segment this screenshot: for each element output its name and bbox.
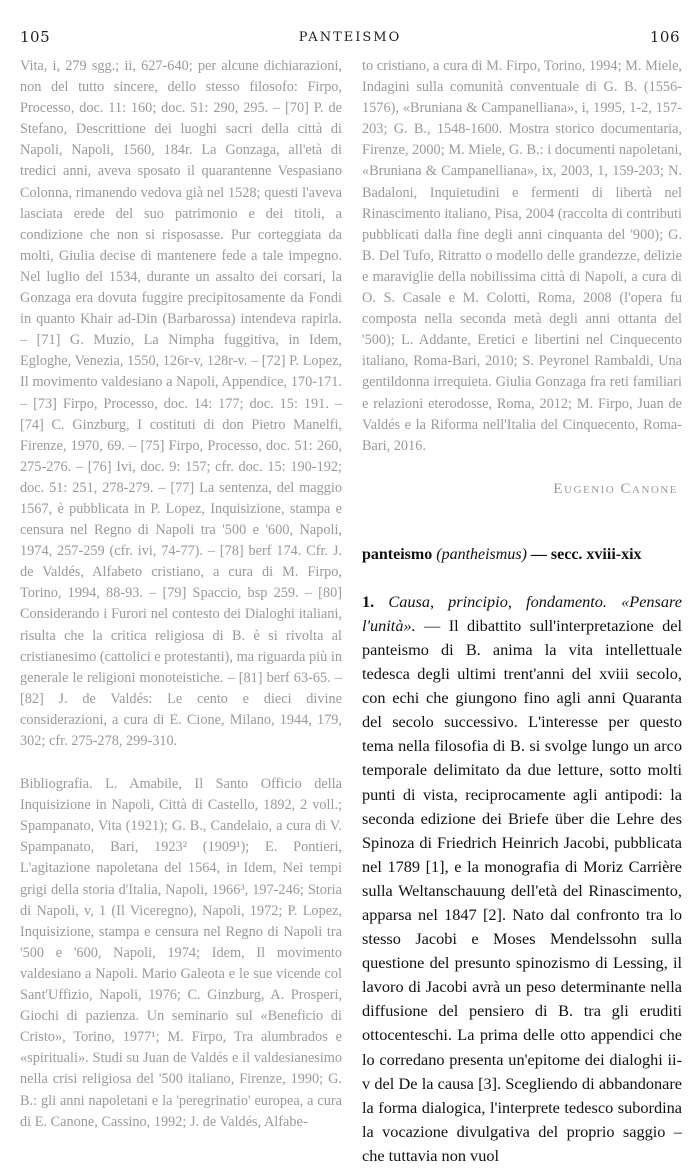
- entry-century: secc. xviii-xix: [550, 545, 642, 563]
- right-column: [362, 56, 682, 1168]
- footnotes: Vita, i, 279 sgg.; ii, 627-640; per alcune dichiarazioni, non del tutto sincere, dello stesso filosofo: Firpo, Processo, doc. 11: 160; doc. 51: 290, 295. – [70] P. de Stefano, Descrittione dei luoghi sacri della città di Napoli, Napoli, 1560, 184r. La Gonzaga, all'età di tredici anni, aveva sposato il quarantenne Vespasiano Colonna, rimanendo vedova già nel 1528; questi l'aveva lasciata erede del suo patrimonio e dei titoli, a condizione che non si risposasse. Pur corteggiata da molti, Giulia decise di mantenere fede a tale impegno. Nel luglio del 1534, durante un assalto dei corsari, la Gonzaga era dovuta fuggire precipitosamente da Fondi in quanto Khair ad-Din (Barbarossa) intendeva rapirla. – [71] G. Muzio, La Nimpha fuggitiva, in Idem, Egloghe, Venezia, 1550, 126r-v, 128r-v. – [72] P. Lopez, Il movimento valdesiano a Napoli, Appendice, 170-171. – [73] Firpo, Processo, doc. 14: 177; doc. 15: 191. – [74] C. Ginzburg, I costituti di don Pietro Manelfi, Firenze, 1970, 69. – [75] Firpo, Processo, doc. 51: 260, 275-276. – [76] Ivi, doc. 9: 157; cfr. doc. 15: 190-192; doc. 51: 251, 278-279. – [77] La sentenza, del maggio 1567, è pubblicata in P. Lopez, Inquisizione, stampa e censura nel Regno di Napoli tra '500 e '600, Napoli, 1974, 257-259 (cfr. ivi, 74-77). – [78] berf 174. Cfr. J. de Valdés, Alfabeto cristiano, a cura di M. Firpo, Torino, 1994, 88-93. – [79] Spaccio, bsp 259. – [80] Considerando i Furori nel contesto dei Dialoghi italiani, risulta che la critica religiosa di B. è si rivolta al cristianesimo (cattolici e protestanti), ma riguarda più in generale le religioni monoteistiche. – [81] berf 63-65. – [82] J. de Valdés: Le cento e dieci divine considerazioni, a cura di E. Cione, Milano, 1944, 179, 302; cfr. 275-278, 299-310.: [20, 58, 342, 749]
- entry-latin: (pantheismus): [436, 545, 527, 563]
- left-column: [20, 56, 342, 1133]
- bibliography: Bibliografia. L. Amabile, Il Santo Officio della Inquisizione in Napoli, Città di Castello, 1892, 2 voll.; Spampanato, Vita (1921); G. B., Candelaio, a cura di V. Spampanato, Bari, 1923² (1909¹); E. Pontieri, L'agitazione napoletana del 1564, in Idem, Nei tempi grigi della storia d'Italia, Napoli, 1966³, 197-246; Storia di Napoli, v, 1 (Il Viceregno), Napoli, 1972; P. Lopez, Inquisizione, stampa e censura nel Regno di Napoli tra '500 e '600, Napoli, 1974; Idem, Il movimento valdesiano a Napoli. Mario Galeota e le sue vicende col Sant'Uffizio, Napoli, 1976; C. Ginzburg, A. Prosperi, Giochi di pazienza. Un seminario sul «Beneficio di Cristo», Torino, 1977¹; M. Firpo, Tra alumbrados e «spirituali». Studi su Juan de Valdés e il valdesianesimo nella crisi religiosa del '500 italiano, Firenze, 1990; G. B.: gli anni napoletani e la 'peregrinatio' europea, a cura di E. Canone, Cassino, 1992; J. de Valdés, Alfabe-: [20, 776, 342, 1130]
- entry-heading: [362, 544, 682, 566]
- section-number: 1.: [362, 591, 375, 611]
- section-heading: Causa, principio, fondamento. «Pensare l'unità».: [362, 591, 682, 635]
- running-title: PANTEISMO: [298, 30, 402, 45]
- section-body: — Il dibattito sull'interpretazione del panteismo di B. anima la vita intellettuale tedesca degli ultimi trent'anni del xviii secolo, con echi che giungono fino agli anni Quaranta del secolo successivo. L'interesse per questo tema nella filosofia di B. si svolge lungo un arco temporale delimitato da due letture, sotto molti punti di vista, reciprocamente agli antipodi: la seconda edizione dei Briefe über die Lehre des Spinoza di Friedrich Heinrich Jacobi, pubblicata nel 1789 [1], e la monografia di Moriz Carrière sulla Weltanschauung dell'età del Rinascimento, apparsa nel 1847 [2]. Nato dal confronto tra lo stesso Jacobi e Moses Mendelssohn sulla questione del presunto spinozismo di Lessing, il lavoro di Jacobi avrà un peso determinante nella diffusione del pensiero di B. tra gli eruditi ottocenteschi. La prima delle otto appendici che lo corredano presenta un'epitome dei dialoghi ii-v del De la causa [3]. Scegliendo di abbandonare la forma dialogica, l'interprete tedesco subordina la vocazione divulgativa del proprio saggio – che tuttavia non vuol: [362, 615, 682, 1165]
- entry-body: [362, 590, 682, 1168]
- entry-term: panteismo: [362, 545, 433, 563]
- author-signature: Eugenio Canone: [553, 480, 678, 497]
- page-number-left: 105: [20, 28, 51, 46]
- page-number-right: 106: [649, 28, 680, 46]
- bibliography-continued: to cristiano, a cura di M. Firpo, Torino, 1994; M. Miele, Indagini sulla comunità conventuale di G. B. (1556-1576), «Bruniana & Campanelliana», i, 1995, 1-2, 157-203; G. B., 1548-1600. Mostra storico documentaria, Firenze, 2000; M. Miele, G. B.: i documenti napoletani, «Bruniana & Campanelliana», ix, 2003, 1, 159-203; N. Badaloni, Inquietudini e fermenti di libertà nel Rinascimento italiano, Pisa, 2004 (raccolta di contributi pubblicati dalla fine degli anni cinquanta del '900); G. B. Del Tufo, Ritratto o modello delle grandezze, delizie e maraviglie della nobilissima città di Napoli, a cura di O. S. Casale e M. Colotti, Roma, 2008 (l'opera fu composta nella seconda metà degli anni ottanta del '500); L. Addante, Eretici e libertini nel Cinquecento italiano, Roma-Bari, 2010; S. Peyronel Rambaldi, Una gentildonna irrequieta. Giulia Gonzaga fra reti familiari e relazioni eterodosse, Roma, 2012; M. Firpo, Juan de Valdés e la Riforma nell'Italia del Cinquecento, Roma-Bari, 2016.: [362, 58, 682, 454]
- entry-dash: —: [526, 545, 551, 563]
